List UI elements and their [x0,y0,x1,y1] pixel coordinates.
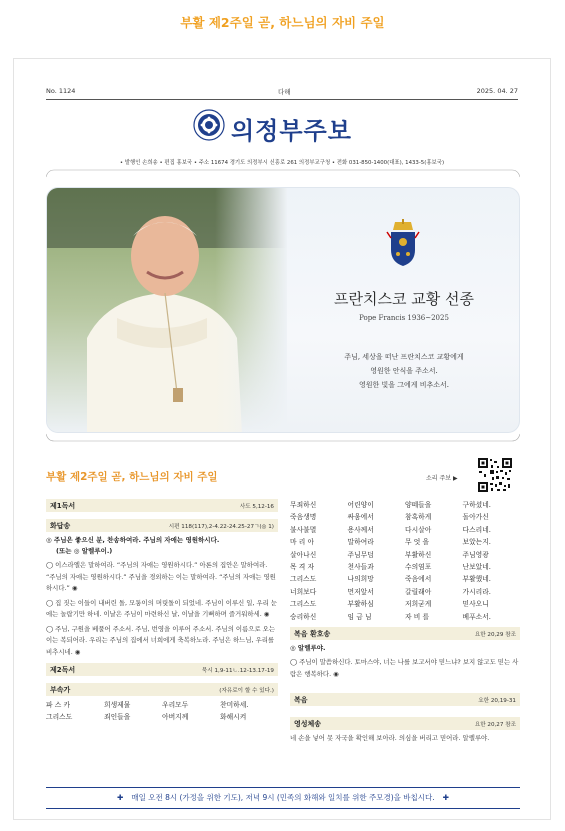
sequence-cell: 죄인들을 [104,713,131,722]
ornament-divider [46,168,520,178]
sequence-cell: 어린양이 [347,501,374,509]
sequence-cell: 마 리 아 [290,538,315,547]
sequence-cell: 우리모두 [162,701,189,709]
communion-ref: 요한 20,27 참조 [474,722,516,729]
sequence-cell: 저희굳게 [405,600,432,609]
sequence-cell: 용사께서 [347,525,374,534]
memorial-banner [46,187,520,433]
sequence-cell: 목 격 자 [290,563,315,572]
hero-title: 프란치스코 교황 선종 [334,290,474,308]
alleluia-verse: ◯ 주님이 말씀하신다. 토마스야, 너는 나를 보고서야 믿느냐? 보지 않고도 믿는 사람은 행복하다. ◉ [290,658,519,678]
communion-header [290,717,520,730]
reading2-header [46,663,278,676]
sequence-cell: 아버지께 [162,713,189,722]
sequence-cell: 살아나신 [290,550,317,559]
sequence-cell: 천사들과 [347,563,374,572]
sequence-cell: 그리스도 [290,575,317,584]
alleluia-header [290,627,520,640]
sequence-verses-cont [290,499,520,623]
sequence-cell: 가시리라. [462,587,491,596]
qr-code-icon[interactable] [477,457,513,493]
gospel-header [290,693,520,706]
masthead-logo [14,109,550,145]
hero-prayer [287,350,520,392]
sequence-cell: 임 금 님 [347,612,372,621]
meta-row [46,87,518,99]
psalm-response: ◎ 주님은 좋으신 분, 찬송하여라. 주님의 자애는 영원하시다. [46,536,220,544]
sequence-cell: 수의염포 [405,563,432,572]
psalm-verse: ◯ 이스라엘은 말하여라. “주님의 자애는 영원하시다.” 아론의 집안은 말하여라. “주님의 자애는 영원하시다.” 주님을 경외하는 이는 말하여라. “주님의 자애는 영원하시다.” ◉ [46,561,276,592]
sequence-cell: 희생제물 [104,701,131,709]
sequence-cell: 보았는지. [462,538,491,547]
sequence-note: (자유로이 할 수 있다.) [219,688,274,694]
sequence-cell: 구하셨네. [462,501,491,509]
sequence-cell: 찬미하세. [220,701,249,709]
sequence-cell: 부활하심 [347,600,374,609]
psalm-response-alt: (또는 ◎ 알렐루이.) [56,547,113,555]
sequence-cell: 그리스도 [46,713,73,722]
divider [46,99,518,100]
page-heading: 부활 제2주일 곧, 하느님의 자비 주일 [180,15,385,30]
reading1-ref: 사도 5,12-16 [239,504,274,510]
sequence-cell: 양떼들을 [405,501,432,509]
psalm-label: 화답송 [50,522,71,530]
sequence-cell: 죽음에서 [405,575,432,584]
ornament-divider [46,433,520,443]
sequence-verses [46,699,278,724]
sequence-cell: 너희보다 [290,587,317,596]
issue-date: 2025. 04. 27 [476,87,518,95]
psalm-header [46,519,278,532]
sequence-cell: 다시살아 [405,525,432,534]
sequence-cell: 돌아가신 [462,513,489,522]
sequence-cell: 파 스 카 [46,701,71,709]
sequence-cell: 승리하신 [290,612,317,621]
sequence-cell: 믿사오니 [462,600,489,609]
sequence-cell: 자 비 를 [405,612,430,621]
psalm-verse: ◯ 주님, 구원을 베풀어 주소서. 주님, 번영을 이루어 주소서. 주님의 이름으로 오는 이는 복되어라. 우리는 주님의 집에서 너희에게 축복하노라. 주님은 하느님, 우리를 비추시네. ◉ [46,624,275,656]
sequence-label: 부속가 [50,686,71,694]
brand-name: 의정부주보 [231,117,352,145]
left-column [46,499,278,724]
sequence-cell: 부활했네. [462,575,491,584]
pope-photo [47,188,287,433]
communion-text: 네 손을 넣어 못 자국을 확인해 보아라. 의심을 버리고 믿어라. 알렐루야. [290,734,490,743]
alleluia-label: 복음 환호송 [294,630,331,639]
diocese-seal-icon [193,109,225,141]
sequence-cell: 무죄하신 [290,501,317,509]
sequence-cell: 다스리네. [462,525,491,534]
hero-subtitle: Pope Francis 1936~2025 [359,314,449,322]
gospel-label: 복음 [294,696,308,705]
sequence-cell: 화해시켜 [220,713,247,722]
sequence-cell: 먼저앞서 [347,587,374,596]
sequence-cell: 베푸소서. [462,612,491,621]
sequence-cell: 싸움에서 [347,513,374,522]
right-column [290,499,520,748]
reading1-header [46,499,278,512]
issue-number: No. 1124 [46,87,76,95]
sequence-cell: 갈릴래아 [405,587,432,596]
sequence-cell: 주님영광 [462,550,489,559]
prayer-reminder-text: 매일 오전 8시 (가정을 위한 기도), 저녁 9시 (민족의 화해와 일치를 위한 주모경)을 바칩시다. [131,793,435,802]
alleluia-response: ◎ 알렐루야. [290,644,326,653]
prayer-reminder [46,787,520,809]
psalm-verse: ◯ 집 짓는 이들이 내버린 돌, 모퉁이의 머릿돌이 되었네. 주님이 이루신 일, 우리 눈에는 놀랍기만 하네. 이날은 주님이 마련하신 날, 이날을 기뻐하며 즐거워하세. ◉ [46,598,278,618]
gospel-ref: 요한 20,19-31 [478,698,516,705]
sequence-cell: 말하여라 [347,538,374,547]
sequence-cell: 참혹하게 [405,513,432,522]
communion-label: 영성체송 [294,720,322,729]
psalm-ref: 시편 118(117),2-4.22-24.25-27ㄱ(◎ 1) [168,524,274,530]
sequence-cell: 부활하신 [405,550,432,559]
prayer-line: 영원한 빛을 그에게 비추소서. [358,381,450,389]
sequence-cell: 죽음생명 [290,513,317,522]
sequence-cell: 무 엇 을 [405,538,430,547]
prayer-line: 영원한 안식을 주소서. [370,367,438,375]
sequence-header [46,683,278,696]
cross-icon: ✚ [117,793,124,802]
masthead-info: • 발행인 손희송 • 편집 홍보국 • 주소 11674 경기도 의정부시 신흥로 261 의정부교구청 • 전화 031-850-1400(대표), 1433-5(홍보국) [119,160,445,166]
sequence-cell: 불사불멸 [290,525,317,534]
papal-crest-icon [383,218,423,268]
cross-icon: ✚ [442,793,449,802]
sequence-cell: 주님무덤 [347,550,374,559]
section-title: 부활 제2주일 곧, 하느님의 자비 주일 [46,471,218,483]
prayer-line: 주님, 세상을 떠난 프란치스코 교황에게 [344,353,464,361]
bulletin-page [13,58,551,820]
reading2-label: 제2독서 [50,666,76,674]
sequence-cell: 그리스도 [290,600,317,609]
reading1-label: 제1독서 [50,502,76,510]
sequence-cell: 나의희망 [347,575,374,584]
alleluia-ref: 요한 20,29 참조 [474,632,516,639]
liturgical-year: 다해 [278,88,291,96]
audio-bulletin-link[interactable]: 소리 주보 ▶ [426,475,458,482]
reading2-ref: 묵시 1,9-11ㄴ.12-13.17-19 [201,668,274,674]
sequence-cell: 난보았네. [462,563,491,572]
